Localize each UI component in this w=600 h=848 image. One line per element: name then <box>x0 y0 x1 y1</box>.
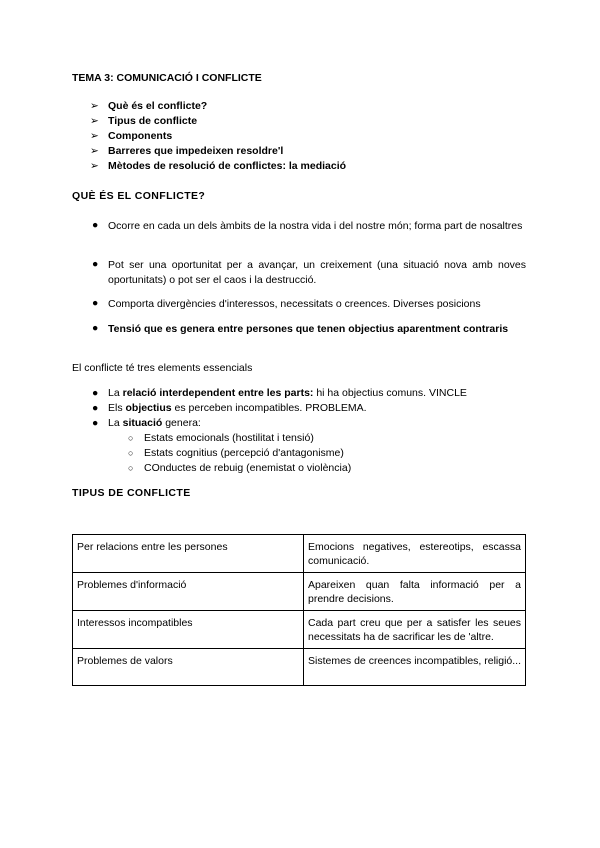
arrow-icon: ➢ <box>90 160 99 172</box>
bullet-item <box>92 219 526 234</box>
bullet-item <box>92 258 526 288</box>
conflict-types-table <box>72 534 526 686</box>
topic-item <box>90 129 346 144</box>
document-title: TEMA 3: COMUNICACIÓ I CONFLICTE <box>72 72 262 84</box>
bullet-icon: ● <box>92 219 99 231</box>
list-item <box>92 416 532 431</box>
sub-list-item-text: Estats cognitius (percepció d'antagonisme) <box>144 447 344 459</box>
topic-item <box>90 114 346 129</box>
table-cell-type: Per relacions entre les persones <box>73 535 304 573</box>
circle-bullet-icon: ○ <box>128 463 134 473</box>
table-row <box>73 535 526 573</box>
bullet-text: Ocorre en cada un dels àmbits de la nostra vida i del nostre món; forma part de nosaltres <box>108 220 523 232</box>
table-row <box>73 649 526 686</box>
topic-list <box>90 99 346 174</box>
topic-item-label: Mètodes de resolució de conflictes: la mediació <box>108 160 347 172</box>
sub-list-item <box>92 461 532 476</box>
essentials-intro: El conflicte té tres elements essencials <box>72 362 253 374</box>
bullet-text-bold: Tensió que es genera entre persones que tenen objectius aparentment contraris <box>108 323 509 335</box>
sub-list-item <box>92 431 532 446</box>
sub-list-item-text: COnductes de rebuig (enemistat o violència) <box>144 462 352 474</box>
topic-item <box>90 159 346 174</box>
sub-list-item <box>92 446 532 461</box>
list-item-text: La situació genera: <box>108 417 201 429</box>
bullet-icon: ● <box>92 322 99 334</box>
arrow-icon: ➢ <box>90 145 99 157</box>
arrow-icon: ➢ <box>90 130 99 142</box>
list-item-text: Els objectius es perceben incompatibles. PROBLEMA. <box>108 402 367 414</box>
table-cell-type: Problemes de valors <box>73 649 304 686</box>
table-cell-description: Sistemes de creences incompatibles, religió... <box>304 649 526 686</box>
table-row <box>73 573 526 611</box>
bullet-icon: ● <box>92 297 99 309</box>
bullet-icon: ● <box>92 402 99 414</box>
topic-item <box>90 144 346 159</box>
bullet-icon: ● <box>92 417 99 429</box>
essentials-list <box>92 386 532 476</box>
topic-item-label: Barreres que impedeixen resoldre'l <box>108 145 284 157</box>
topic-item <box>90 99 346 114</box>
bullet-icon: ● <box>92 258 99 270</box>
circle-bullet-icon: ○ <box>128 433 134 443</box>
table-cell-description: Apareixen quan falta informació per a prendre decisions. <box>304 573 526 611</box>
list-item <box>92 386 532 401</box>
table-cell-description: Cada part creu que per a satisfer les seues necessitats ha de sacrificar les de 'altre. <box>304 611 526 649</box>
arrow-icon: ➢ <box>90 100 99 112</box>
topic-item-label: Què és el conflicte? <box>108 100 208 112</box>
bullet-item <box>92 322 526 337</box>
bullet-icon: ● <box>92 387 99 399</box>
section-heading-what-is-conflict: QUÈ ÉS EL CONFLICTE? <box>72 190 206 202</box>
table-cell-type: Interessos incompatibles <box>73 611 304 649</box>
sub-list-item-text: Estats emocionals (hostilitat i tensió) <box>144 432 314 444</box>
bullet-text: Comporta divergències d'interessos, necessitats o creences. Diverses posicions <box>108 298 481 310</box>
section-heading-conflict-types: TIPUS DE CONFLICTE <box>72 487 191 499</box>
table-row <box>73 611 526 649</box>
list-item-text: La relació interdependent entre les parts: hi ha objectius comuns. VINCLE <box>108 387 467 399</box>
topic-item-label: Tipus de conflicte <box>108 115 198 127</box>
bullet-item <box>92 297 526 312</box>
circle-bullet-icon: ○ <box>128 448 134 458</box>
bullet-text: Pot ser una oportunitat per a avançar, un creixement (una situació nova amb noves oportunitats) o pot ser el caos i la destrucció. <box>108 259 526 286</box>
arrow-icon: ➢ <box>90 115 99 127</box>
list-item <box>92 401 532 416</box>
topic-item-label: Components <box>108 130 173 142</box>
table-cell-type: Problemes d'informació <box>73 573 304 611</box>
table-cell-description: Emocions negatives, estereotips, escassa comunicació. <box>304 535 526 573</box>
